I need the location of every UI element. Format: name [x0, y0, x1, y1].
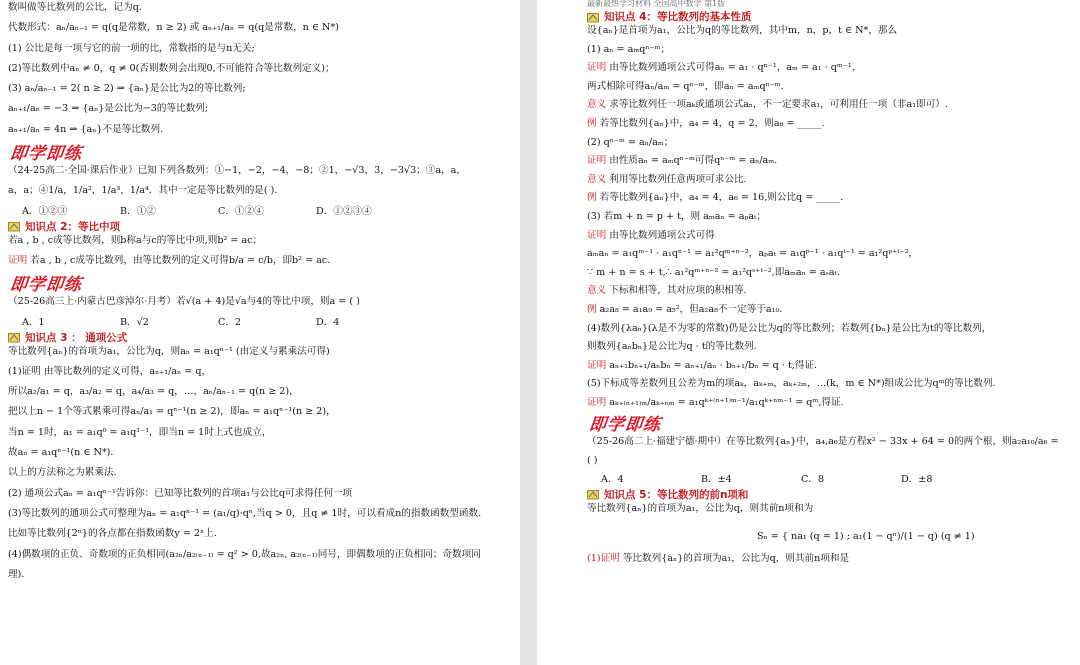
line-text: aₖ₊₍ₙ₊₁₎ₘ/aₖ₊ₙₘ = a₁qᵏ⁺⁽ⁿ⁺¹⁾ᵐ⁻¹/a₁qᵏ⁺ⁿᵐ⁻¹ = qᵐ,得证. [609, 396, 844, 408]
text-line: (4)偶数项的正负、奇数项的正负相同(a₂ₙ/a₂₍ₙ₋₁₎ = q² > 0,故a₂ₙ, a₂₍ₙ₋₁₎同号，即偶数项的正负相同；奇数项同 [8, 548, 481, 560]
answer-option: B．±4 [701, 473, 732, 485]
text-line: 代数形式：aₙ/aₙ₋₁ = q(q是常数，n ≥ 2) 或 aₙ₊₁/aₙ = q(q是常数，n ∈ N*) [8, 22, 339, 34]
practice-banner [589, 415, 1072, 435]
labeled-line [587, 360, 1072, 372]
text-line: (3)等比数列的通项公式可整理为aₙ = a₁qⁿ⁻¹ = (a₁/q)·qⁿ,当q > 0，且q ≠ 1时，可以看成n的指数函数型函数. [8, 507, 482, 519]
labeled-line [587, 285, 1072, 297]
line-label: 意义 [587, 173, 607, 185]
section-heading [8, 221, 512, 233]
section-heading-text: 知识点 3 ： 通项公式 [25, 331, 128, 344]
line-label: 证明 [587, 155, 607, 167]
text-line: (3) aₙ/aₙ₋₁ = 2( n ≥ 2) ⇒ {aₙ}是公比为2的等比数列; [8, 83, 246, 95]
text-line: 故aₙ = a₁qⁿ⁻¹(n ∈ N*). [8, 447, 114, 459]
section-heading-text: 知识点 2：等比中项 [25, 220, 120, 233]
labeled-line [587, 192, 1072, 204]
line-text: 由等比数列通项公式可得aₙ = a₁ · qⁿ⁻¹，aₘ = a₁ · qᵐ⁻¹， [609, 62, 862, 74]
answer-option: C．8 [801, 473, 825, 485]
answer-options [587, 474, 1072, 486]
section-heading [587, 11, 1072, 23]
text-line: aₙ₊₁/aₙ = −3 ⇒ {aₙ}是公比为−3的等比数列; [8, 103, 209, 115]
text-line: 若a , b , c成等比数列，则b称a与c的等比中项,则b² = ac； [8, 234, 263, 246]
right-page [537, 0, 1080, 665]
labeled-line [8, 255, 512, 267]
line-text: 等比数列{aₙ}的首项为a₁，公比为q，则其前n项和是 [622, 553, 850, 565]
text-line: (4)数列{λaₙ}(λ是不为零的常数)仍是公比为q的等比数列；若数列{bₙ}是公比为t的等比数列， [587, 322, 992, 334]
line-text: 若等比数列{aₙ}中，a₄ = 4，a₆ = 16,则公比q = _____. [599, 192, 844, 204]
labeled-line [587, 99, 1072, 111]
knowledge-point-icon [8, 332, 21, 343]
line-label: 意义 [587, 99, 607, 111]
line-label: 例 [587, 303, 597, 315]
text-line: 等比数列{aₙ}的首项为a₁，公比为q，则aₙ = a₁qⁿ⁻¹ (由定义与累乘法可得) [8, 345, 330, 357]
answer-option: A．1 [22, 316, 45, 328]
text-line: ( ) [587, 455, 598, 467]
text-line: 所以a₂/a₁ = q，a₃/a₂ = q，a₄/a₃ = q，…，aₙ/aₙ₋₁ = q(n ≥ 2)， [8, 386, 299, 398]
text-line: 以上的方法称之为累乘法. [8, 467, 117, 479]
line-text: 下标和相等，其对应项的积相等. [609, 285, 747, 297]
text-line: 数叫做等比数列的公比，记为q. [8, 2, 142, 13]
practice-banner [10, 275, 512, 295]
answer-option: D．4 [316, 316, 340, 328]
labeled-line [587, 174, 1072, 186]
line-text: 由性质aₙ = aₘqⁿ⁻ᵐ可得qⁿ⁻ᵐ = aₙ/aₘ. [609, 155, 778, 167]
text-line: (3) 若m + n = p + t，则 aₘaₙ = aₚaₜ； [587, 210, 767, 222]
text-line: (2) 通项公式aₙ = a₁qⁿ⁻¹告诉你：已知等比数列的首项a₁与公比q可求得任何一项 [8, 487, 353, 499]
labeled-line [587, 304, 1072, 316]
labeled-line [587, 397, 1072, 409]
text-line: aₘaₙ = a₁qᵐ⁻¹ · a₁qⁿ⁻¹ = a₁²qᵐ⁺ⁿ⁻²，aₚaₜ = a₁qᵖ⁻¹ · a₁qᵗ⁻¹ = a₁²qᵖ⁺ᵗ⁻²， [587, 248, 919, 260]
line-text: 利用等比数列任意两项可求公比. [609, 173, 747, 185]
line-label: 证明 [8, 254, 28, 266]
text-line: 比如等比数列{2ⁿ}的各点都在指数函数y = 2ˣ上. [8, 528, 217, 540]
practice-banner-text: 即学即练 [587, 415, 663, 436]
line-text: 求等比数列任一项aₖ或通项公式aₙ，不一定要求a₁，可利用任一项（非a₁即可）. [609, 99, 948, 111]
text-line: (1)证明 由等比数列的定义可得，aₙ₊₁/aₙ = q， [8, 365, 212, 377]
line-label: 例 [587, 117, 597, 129]
section-heading [587, 489, 1072, 501]
practice-banner [10, 144, 512, 164]
line-label: 证明 [587, 229, 607, 241]
text-line: 设{aₙ}是首项为a₁，公比为q的等比数列，其中m，n，p，t ∈ N*，那么 [587, 25, 898, 36]
labeled-line [587, 553, 1072, 565]
practice-banner-text: 即学即练 [8, 144, 84, 165]
text-line: 则数列{aₙbₙ}是公比为q · t的等比数列. [587, 341, 757, 353]
line-label: 证明 [587, 396, 607, 408]
text-line: 当n = 1时，a₁ = a₁q⁰ = a₁q¹⁻¹，即当n = 1时上式也成立， [8, 426, 272, 438]
line-label: 证明 [587, 62, 607, 74]
answer-option: B．√2 [120, 316, 149, 328]
text-line: 两式相除可得aₙ/aₘ = qⁿ⁻ᵐ，即aₙ = aₘqⁿ⁻ᵐ. [587, 80, 784, 92]
line-text: 若等比数列{aₙ}中，a₄ = 4，q = 2，则a₆ = _____. [599, 117, 825, 129]
answer-option: D．①②③④ [316, 205, 372, 217]
text-line: 把以上n − 1个等式累乘可得aₙ/a₁ = qⁿ⁻¹(n ≥ 2)，即aₙ = a₁qⁿ⁻¹(n ≥ 2)， [8, 406, 336, 418]
text-line: 理). [8, 568, 25, 580]
answer-option: C．①②④ [218, 205, 264, 217]
sum-formula: Sₙ = { na₁ (q = 1) ; a₁(1 − qⁿ)/(1 − q) (q ≠ 1) [757, 531, 975, 543]
labeled-line [587, 230, 1072, 242]
knowledge-point-icon [587, 489, 600, 500]
text-line: (5)下标成等差数列且公差为m的项aₖ，aₖ₊ₘ，aₖ₊₂ₘ，…(k，m ∈ N*)组成公比为qᵐ的等比数列. [587, 378, 996, 390]
answer-option: A．4 [601, 473, 624, 485]
line-label: 意义 [587, 285, 607, 297]
labeled-line [587, 155, 1072, 167]
text-line: (2) qⁿ⁻ᵐ = aₙ/aₘ； [587, 136, 674, 148]
line-text: 由等比数列通项公式可得 [609, 229, 715, 241]
left-page [0, 0, 520, 665]
text-line: （24-25高二·全国·课后作业）已知下列各数列：①−1，−2，−4，−8；②1，−√3，3，−3√3；③a，a， [8, 165, 466, 177]
labeled-line [587, 62, 1072, 74]
page-header-fragment: 最新最热学习材料 全国高中数学 第1版 [587, 0, 726, 8]
text-line: (1) 公比是每一项与它的前一项的比，常数指的是与n无关; [8, 42, 255, 54]
section-heading-text: 知识点 4：等比数列的基本性质 [604, 11, 752, 23]
text-line: (1) aₙ = aₘqⁿ⁻ᵐ； [587, 43, 671, 55]
section-heading [8, 332, 512, 344]
line-text: aₙ₊₁bₙ₊₁/aₙbₙ = aₙ₊₁/aₙ · bₙ₊₁/bₙ = q · t,得证. [609, 359, 818, 371]
knowledge-point-icon [8, 221, 21, 232]
labeled-line [587, 118, 1072, 130]
text-line: （25-26高二上·福建宁德·期中）在等比数列{aₙ}中，a₄,a₆是方程x² − 33x + 64 = 0的两个根，则a₂a₁₀/a₆ = [587, 436, 1059, 448]
text-line: 等比数列{aₙ}的首项为a₁，公比为q，则其前n项和为 [587, 502, 814, 514]
practice-banner-text: 即学即练 [8, 275, 84, 296]
answer-options [8, 206, 512, 218]
answer-option: D．±8 [901, 473, 933, 485]
line-label: (1)证明 [587, 553, 620, 565]
line-label: 例 [587, 192, 597, 204]
answer-option: C．2 [218, 316, 242, 328]
text-line: (2)等比数列中aₙ ≠ 0，q ≠ 0(否则数列会出现0,不可能符合等比数列定义)； [8, 62, 335, 74]
answer-option: A．①②③ [22, 205, 68, 217]
text-line: （25-26高三上·内蒙古巴彦淖尔·月考）若√(a + 4)是√a与4的等比中项，则a = ( ) [8, 296, 360, 308]
text-line: a，a；④1/a，1/a²，1/a³，1/a⁴．其中一定是等比数列的是( ). [8, 185, 278, 197]
knowledge-point-icon [587, 12, 600, 23]
answer-options [8, 317, 512, 329]
text-line: ∵ m + n = s + t,∴ a₁²qᵐ⁺ⁿ⁻² = a₁²qˢ⁺ᵗ⁻²,即aₘaₙ = aₛaₜ. [587, 266, 840, 278]
line-label: 证明 [587, 359, 607, 371]
section-heading-text: 知识点 5：等比数列的前n项和 [604, 488, 749, 501]
text-line: aₙ₊₁/aₙ = 4n ⇒ {aₙ}不是等比数列. [8, 123, 164, 135]
line-text: 若a , b , c成等比数列，由等比数列的定义可得b/a = c/b，即b² = ac. [30, 254, 331, 266]
line-text: a₂a₈ = a₁a₉ = a₅²，但a₂a₈不一定等于a₁₀. [599, 303, 783, 315]
answer-option: B．①② [120, 205, 156, 217]
